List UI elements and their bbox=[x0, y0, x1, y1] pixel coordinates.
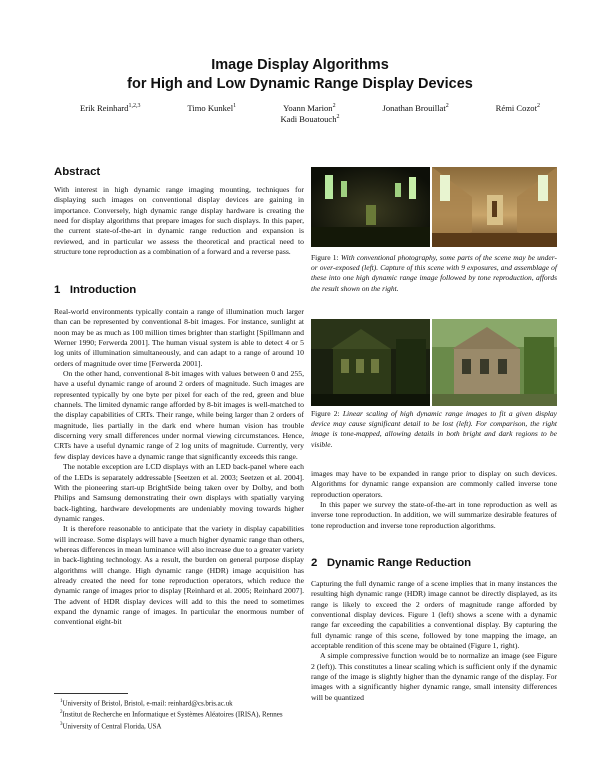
title-line-2: for High and Low Dynamic Range Display Devices bbox=[127, 76, 473, 92]
abstract-text: With interest in high dynamic range imaging mounting, techniques for displaying such images on conventional display devices are gaining in importance. Conversely, high dynamic range display hardware is creating the need for display algorithms that prepare images for such displays. In this paper, the current state-of-the-art in dynamic range reduction and expansion is reviewed, and in particular we assess the theoretical and practical need to structure tone reproduction as a combination of a forward and a reverse pass. bbox=[54, 185, 304, 257]
figure-2-caption: Figure 2: Linear scaling of high dynamic range images to fit a given display device may cause significant detail to be lost (left). For comparison, the right image is tone-mapped, allowing details in both bright and dark regions to be visible. bbox=[311, 409, 557, 449]
figure-1-right-photo bbox=[432, 167, 557, 247]
paragraph: Capturing the full dynamic range of a scene implies that in many instances the resulting high dynamic range (HDR) image cannot be directly displayed, as its range is likely to exceed the 2 orders of magnitude range afforded by conventional display devices. Figure 1 (left) shows a scene with a dynamic range far exceeding the capabilities a conventional display. By capturing the full dynamic range of this scene, followed by tone mapping the image, an acceptable rendition of this scene may be obtained (Figure 1, right). bbox=[311, 579, 557, 651]
paragraph: It is therefore reasonable to anticipate that the variety in display capabilities will increase. Some displays will have a much higher dynamic range than others, whereas differences in mean luminance will also increase due to a greater variety in back-lighting technology. As a result, the burden on general purpose display algorithms will change. High dynamic range (HDR) image acquisition has already created the need for tone reproduction operators, which reduce the dynamic range of images prior to display [Reinhard et al. 2005; Reinhard 2007]. The advent of HDR display devices will add to this the need to sometimes expand the dynamic range of images. In particular the enormous number of conventional eight-bit bbox=[54, 524, 304, 627]
section-1-heading: 1 Introduction bbox=[54, 284, 137, 296]
author: Timo Kunkel$^1$ bbox=[187, 103, 237, 113]
author: Jonathan Brouillat$^2$ bbox=[382, 103, 449, 113]
footnote: $^1$University of Bristol, Bristol, e-mail: reinhard@cs.bris.ac.uk bbox=[60, 699, 233, 708]
author-list bbox=[80, 103, 540, 124]
title-line-1: Image Display Algorithms bbox=[211, 57, 389, 73]
footnote-rule bbox=[54, 693, 128, 694]
footnote: $^3$University of Central Florida, USA bbox=[60, 721, 162, 730]
author: Rémi Cozot$^2$ bbox=[495, 103, 540, 113]
paragraph: A simple compressive function would be to normalize an image (see Figure 2 (left)). This constitutes a linear scaling which is sufficient only if the dynamic range of the image is slightly higher than the dynamic range of the display. For images with a significantly higher dynamic range, small intensity differences will be quantized bbox=[311, 651, 557, 702]
figure-1-caption: Figure 1: With conventional photography, some parts of the scene may be under- or over-exposed (left). Capture of this scene with 9 exposures, and assemblage of these into one high dynamic range image followed by tone reproduction, affords the result shown on the right. bbox=[311, 253, 558, 293]
figure-2-left-photo bbox=[311, 319, 430, 406]
paragraph: On the other hand, conventional 8-bit images with values between 0 and 255, have a useful dynamic range of around 2 orders of magnitude. Such images are represented typically by one byte per pixel for each of the red, green and blue channels. The limited dynamic range afforded by 8-bit images is well-matched to the display capabilities of CRTs. Their range, while being larger than 2 orders of magnitude, lies partially in the dark end where human vision has trouble discerning very small differences under normal viewing circumstances. Hence, CRTs have a useful dynamic range of 2 log units of magnitude. Currently, very few display devices have a dynamic range that significantly exceeds this range. bbox=[54, 369, 304, 461]
abstract-heading: Abstract bbox=[54, 166, 101, 178]
paragraph: The notable exception are LCD displays with an LED back-panel where each of the LEDs is separately addressable [Seetzen et al. 2003; Seetzen et al. 2004]. With the pioneering start-up BrightSide being taken over by Dolby, and both Philips and Samsung demonstrating their own displays with spatially varying back-lighting, hardware developments are undeniably moving towards higher dynamic ranges. bbox=[54, 462, 304, 523]
paragraph: In this paper we survey the state-of-the-art in tone reproduction as well as inverse tone reproduction. In addition, we will summarize desirable features of tone reproduction and inverse tone reproduction algorithms. bbox=[311, 500, 557, 530]
author: Erik Reinhard$^{1,2,3}$ bbox=[80, 103, 141, 113]
footnotes bbox=[54, 697, 304, 731]
footnote: $^2$Institut de Recherche en Informatique et Systèmes Aléatoires (IRISA), Rennes bbox=[60, 710, 283, 719]
right-column-continuation bbox=[311, 469, 557, 531]
section-1-body bbox=[54, 307, 304, 628]
author: Kadi Bouatouch$^2$ bbox=[280, 114, 340, 124]
figure-1-left-photo bbox=[311, 167, 430, 247]
figure-2-right-photo bbox=[432, 319, 557, 406]
paragraph: images may have to be expanded in range prior to display on such devices. Algorithms for dynamic range expansion are commonly called inverse tone reproduction operators. bbox=[311, 469, 557, 499]
section-2-body bbox=[311, 579, 557, 703]
author: Yoann Marion$^2$ bbox=[283, 103, 336, 113]
section-2-heading: 2 Dynamic Range Reduction bbox=[311, 557, 472, 569]
paragraph: Real-world environments typically contain a range of illumination much larger than can be represented by conventional 8-bit images. For instance, sunlight at noon may be as much as 100 million times brighter than starlight [Spillmann and Werner 1990; Ferwerda 2001]. The human visual system is able to detect 4 or 5 log units of illumination simultaneously, and can adapt to a range of around 10 orders of magnitude over time [Ferwerda 2001]. bbox=[54, 307, 304, 368]
paper-title bbox=[0, 56, 600, 94]
